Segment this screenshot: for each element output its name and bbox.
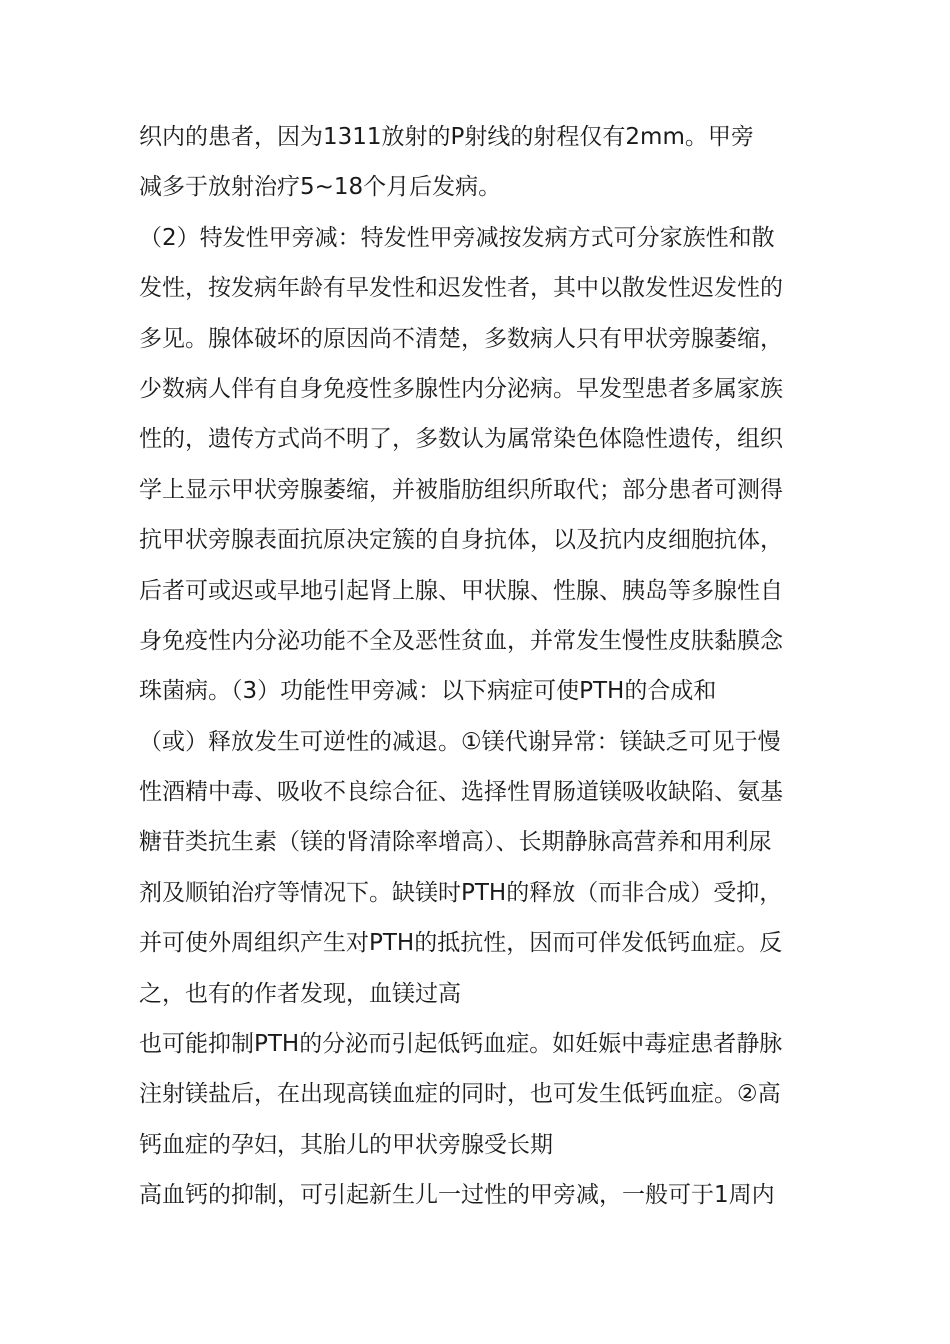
text-line-7: 性的，遗传方式尚不明了，多数认为属常染色体隐性遗传，组织 [139, 426, 783, 453]
text-line-3: （2）特发性甲旁减：特发性甲旁减按发病方式可分家族性和散 [139, 224, 775, 251]
text-line-21: 钙血症的孕妇，其胎儿的甲状旁腺受长期 [139, 1131, 553, 1158]
text-line-16: 剂及顺铂治疗等情况下。缺镁时PTH的释放（而非合成）受抑， [139, 879, 783, 906]
text-line-1: 织内的患者，因为1311放射的P射线的射程仅有2mm。甲旁 [139, 124, 754, 150]
text-line-14: 性酒精中毒、吸收不良综合征、选择性胃肠道镁吸收缺陷、氨基 [139, 779, 783, 806]
text-line-18: 之，也有的作者发现，血镁过高 [139, 980, 461, 1007]
text-line-17: 并可使外周组织产生对PTH的抵抗性，因而可伴发低钙血症。反 [139, 930, 783, 957]
body-text [139, 112, 811, 1221]
text-line-15: 糖苷类抗生素（镁的肾清除率增高）、长期静脉高营养和用利尿 [139, 829, 772, 856]
text-line-8: 学上显示甲状旁腺萎缩，并被脂肪组织所取代；部分患者可测得 [139, 476, 783, 503]
text-line-13: （或）释放发生可逆性的减退。①镁代谢异常：镁缺乏可见于慢 [139, 728, 781, 755]
text-line-20: 注射镁盐后，在出现高镁血症的同时，也可发生低钙血症。②高 [139, 1081, 781, 1108]
text-line-10: 后者可或迟或早地引起肾上腺、甲状腺、性腺、胰岛等多腺性自 [139, 577, 783, 604]
text-line-11: 身免疫性内分泌功能不全及恶性贫血，并常发生慢性皮肤黏膜念 [139, 627, 783, 654]
text-line-9: 抗甲状旁腺表面抗原决定簇的自身抗体，以及抗内皮细胞抗体， [139, 527, 783, 554]
text-line-4: 发性，按发病年龄有早发性和迟发性者，其中以散发性迟发性的 [139, 275, 783, 302]
text-line-12: 珠菌病。（3）功能性甲旁减：以下病症可使PTH的合成和 [139, 678, 717, 705]
text-line-2: 减多于放射治疗5~18个月后发病。 [139, 174, 502, 201]
text-line-5: 多见。腺体破坏的原因尚不清楚，多数病人只有甲状旁腺萎缩， [139, 325, 783, 352]
text-line-22: 高血钙的抑制，可引起新生儿一过性的甲旁减，一般可于1周内 [139, 1182, 775, 1209]
text-line-19: 也可能抑制PTH的分泌而引起低钙血症。如妊娠中毒症患者静脉 [139, 1031, 783, 1058]
text-line-6: 少数病人伴有自身免疫性多腺性内分泌病。早发型患者多属家族 [139, 375, 783, 402]
